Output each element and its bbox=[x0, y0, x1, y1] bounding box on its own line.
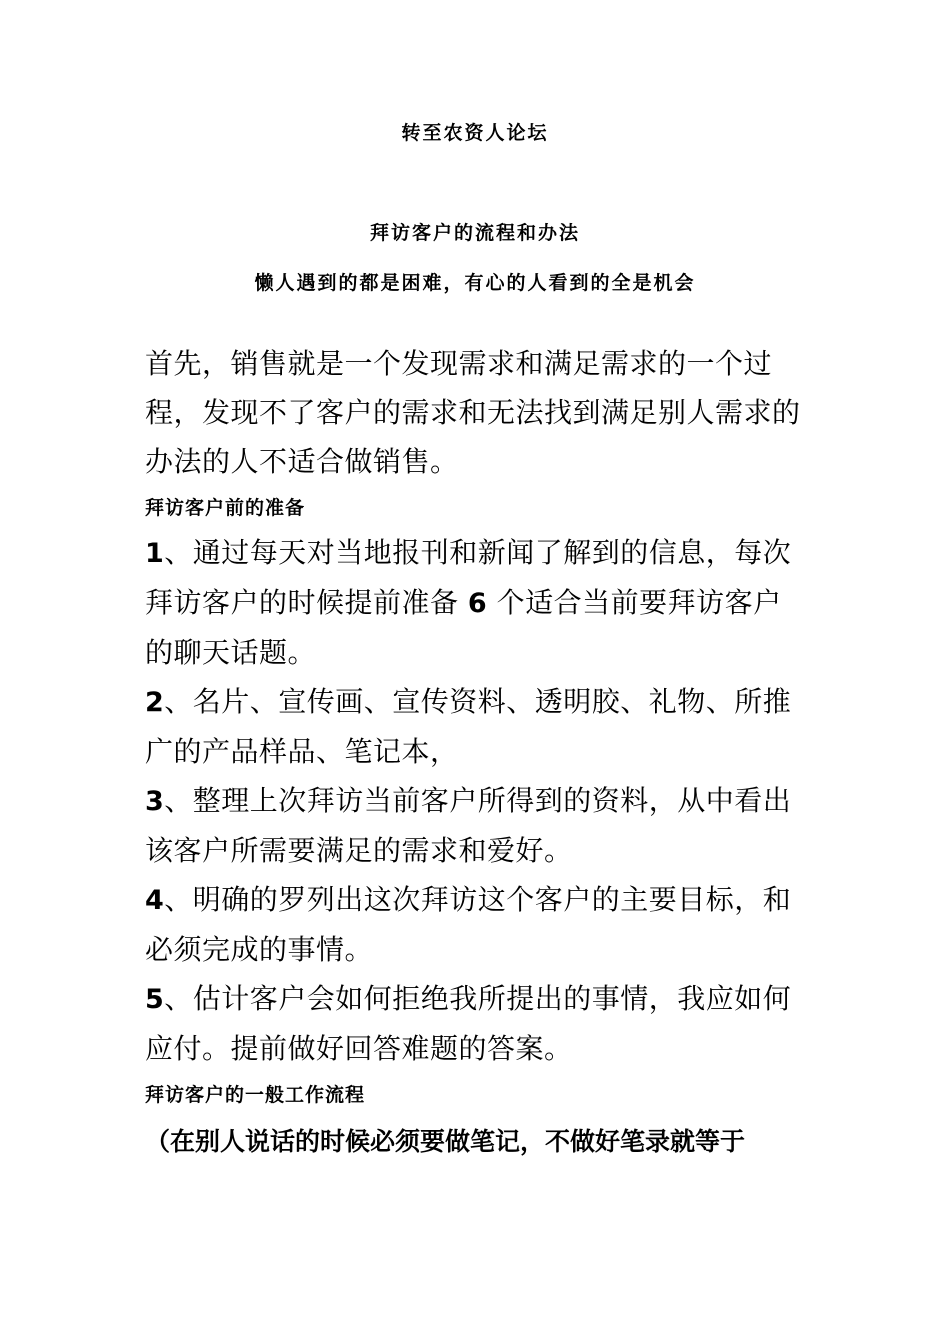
list-item-1 bbox=[145, 528, 810, 677]
list-number: 3 bbox=[145, 786, 165, 817]
inline-number: 6 bbox=[467, 588, 488, 619]
list-text: 、明确的罗列出这次拜访这个客户的主要目标，和必须完成的事情。 bbox=[145, 883, 792, 966]
list-text-continued: 个适合当前要拜访客户的聊天话题。 bbox=[145, 586, 782, 669]
list-item-5 bbox=[145, 974, 810, 1073]
list-text: 、整理上次拜访当前客户所得到的资料，从中看出该客户所需要满足的需求和爱好。 bbox=[145, 784, 792, 867]
forum-source-title: 转至农资人论坛 bbox=[401, 122, 549, 144]
intro-paragraph: 首先，销售就是一个发现需求和满足需求的一个过程，发现不了客户的需求和无法找到满足别人需求的办法的人不适合做销售。 bbox=[145, 347, 801, 478]
list-item-2 bbox=[145, 677, 810, 776]
list-item-3 bbox=[145, 776, 810, 875]
list-text: 、估计客户会如何拒绝我所提出的事情，我应如何应付。提前做好回答难题的答案。 bbox=[145, 982, 792, 1065]
workflow-note: （在别人说话的时候必须要做笔记，不做好笔录就等于 bbox=[145, 1127, 746, 1156]
list-text: 、通过每天对当地报刊和新闻了解到的信息，每次拜访客户的时候提前准备 bbox=[145, 536, 792, 619]
list-number: 1 bbox=[145, 538, 165, 569]
document-subtitle: 懒人遇到的都是困难，有心的人看到的全是机会 bbox=[254, 272, 696, 294]
section-heading-workflow: 拜访客户的一般工作流程 bbox=[145, 1084, 366, 1106]
list-number: 5 bbox=[145, 984, 165, 1015]
list-number: 4 bbox=[145, 885, 165, 916]
list-number: 2 bbox=[145, 687, 165, 718]
list-text: 、名片、宣传画、宣传资料、透明胶、礼物、所推广的产品样品、笔记本， bbox=[145, 685, 792, 768]
section-heading-preparation: 拜访客户前的准备 bbox=[145, 497, 306, 519]
list-item-4 bbox=[145, 875, 810, 974]
document-title: 拜访客户的流程和办法 bbox=[369, 222, 580, 244]
document-body bbox=[145, 339, 810, 1166]
